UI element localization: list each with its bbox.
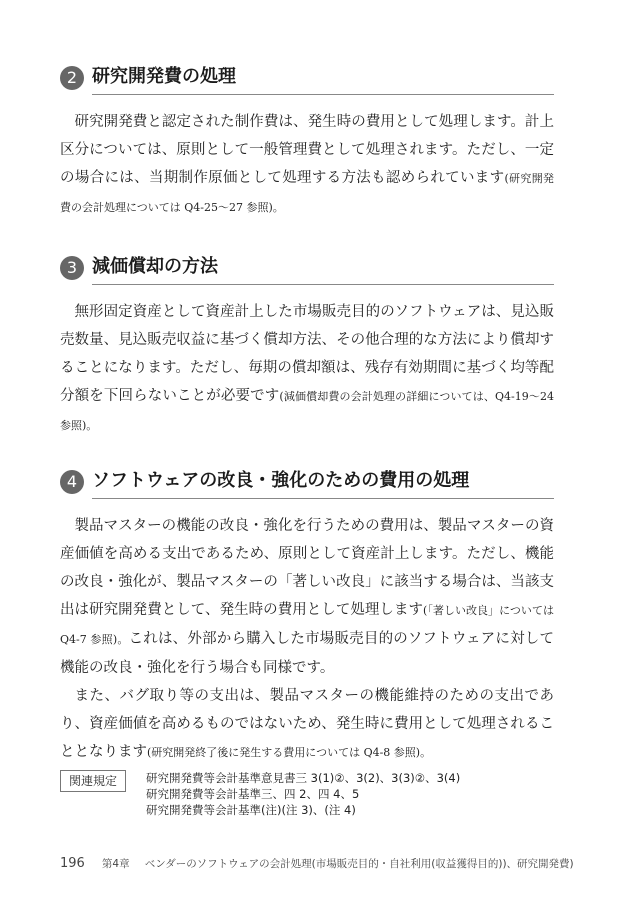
section-number-badge: 4 [60,470,84,494]
paragraph-text-continued: これは、外部から購入した市場販売目的のソフトウェアに対して機能の改良・強化を行う場合も同様です。 [60,631,554,676]
heading-rule [92,94,554,95]
paragraph-note: (研究開発費の会計処理については Q4-25〜27 参照)。 [60,172,555,214]
paragraph-note: (研究開発終了後に発生する費用については Q4-8 参照)。 [147,746,432,759]
related-list [146,770,460,818]
paragraph-note: (「著しい改良」については Q4-7 参照)。 [60,604,554,646]
section-heading [60,66,554,98]
chapter-label: 第4章 [101,858,130,870]
chapter-title: ベンダーのソフトウェアの会計処理(市場販売目的・自社利用(収益獲得目的))、研究開発費) [144,858,574,870]
paragraph [60,512,554,682]
page-number: 196 [60,856,85,871]
section-depreciation [60,256,554,440]
related-label: 関連規定 [60,770,126,792]
paragraph-text: 製品マスターの機能の改良・強化を行うための費用は、製品マスターの資産価値を高める支出であるため、原則として資産計上します。ただし、機能の改良・強化が、製品マスターの「著しい改良」に該当する場合は、当該支出は研究開発費として、発生時の費用として処理します [60,518,554,618]
section-number-badge: 2 [60,66,84,90]
section-number-badge: 3 [60,256,84,280]
related-item: 研究開発費等会計基準(注)(注 3)、(注 4) [146,803,356,817]
paragraph-text: 無形固定資産として資産計上した市場販売目的のソフトウェアは、見込販売数量、見込販売収益に基づく償却方法、その他合理的な方法により償却することになります。ただし、毎期の償却額は、残存有効期間に基づく均等配分額を下回らないことが必要です [60,304,554,404]
paragraph [60,298,554,440]
paragraph-text: 研究開発費と認定された制作費は、発生時の費用として処理します。計上区分については、原則として一般管理費として処理されます。ただし、一定の場合には、当期制作原価として処理する方法も認められています [60,114,554,186]
page-footer [60,852,580,871]
paragraph-text: また、バグ取り等の支出は、製品マスターの機能維持のための支出であり、資産価値を高めるものではないため、発生時に費用として処理されることとなります [60,688,554,760]
section-heading [60,256,554,288]
paragraph [60,682,554,767]
section-improvement-cost [60,470,554,767]
section-title: ソフトウェアの改良・強化のための費用の処理 [92,470,470,491]
section-heading [60,470,554,502]
heading-rule [92,284,554,285]
related-item: 研究開発費等会計基準三、四 2、四 4、5 [146,787,360,801]
section-research-cost [60,66,554,222]
heading-rule [92,498,554,499]
section-title: 研究開発費の処理 [92,66,236,87]
section-title: 減価償却の方法 [92,256,218,277]
related-item: 研究開発費等会計基準意見書三 3(1)②、3(2)、3(3)②、3(4) [146,771,461,785]
paragraph [60,108,554,222]
paragraph-note: (減価償却費の会計処理の詳細については、Q4-19〜24 参照)。 [60,390,554,432]
